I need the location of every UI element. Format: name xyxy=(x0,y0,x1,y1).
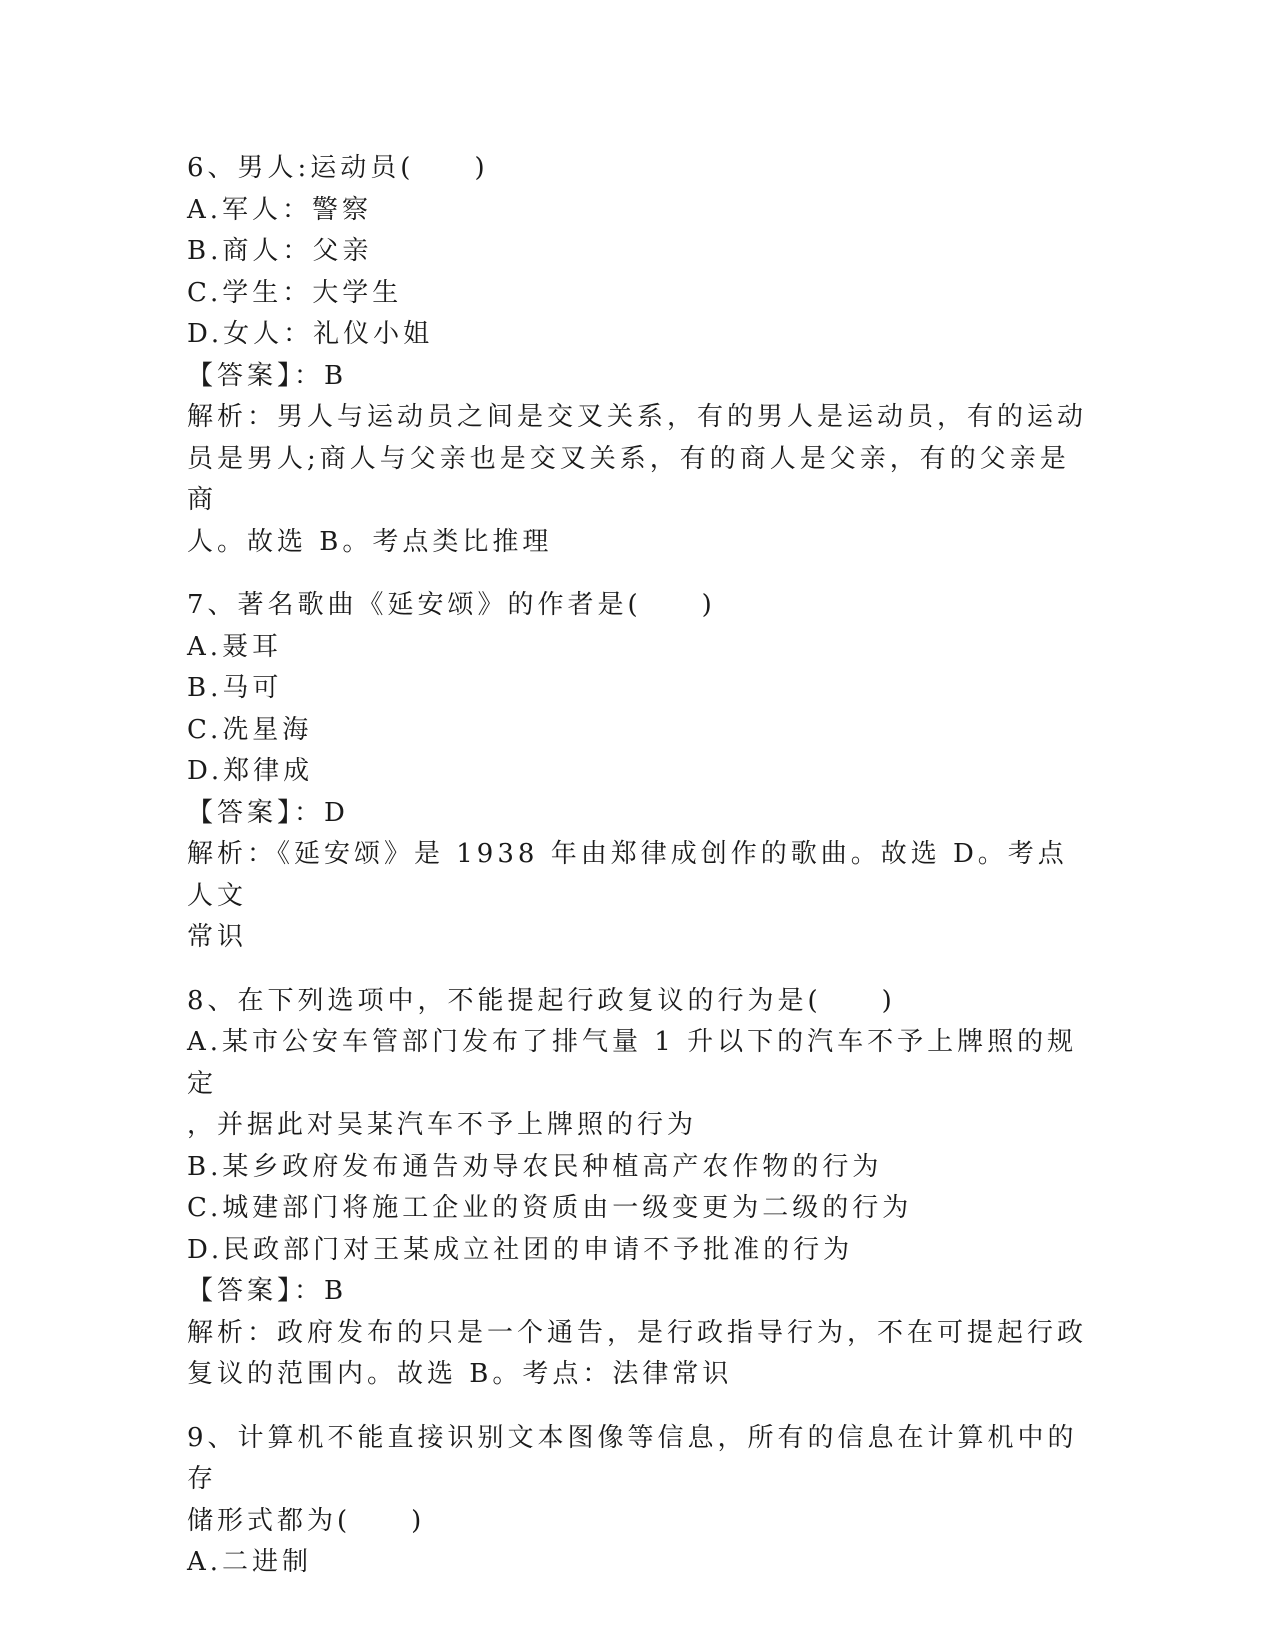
question-6 xyxy=(187,148,1087,563)
option-c: C.学生：大学生 xyxy=(187,277,403,308)
question-stem: 6、男人:运动员( ) xyxy=(187,153,489,183)
analysis-line: 解析：政府发布的只是一个通告，是行政指导行为，不在可提起行政 xyxy=(187,1317,1088,1348)
option-b: B.商人：父亲 xyxy=(187,236,373,266)
question-stem-continued: 储形式都为( ) xyxy=(187,1505,426,1536)
question-stem: 9、计算机不能直接识别文本图像等信息，所有的信息在计算机中的存 xyxy=(187,1422,1078,1494)
option-d: D.郑律成 xyxy=(187,756,314,786)
option-a: A.军人：警察 xyxy=(187,194,373,225)
option-d: D.女人：礼仪小姐 xyxy=(187,319,434,349)
analysis-line: 常识 xyxy=(187,922,248,952)
option-b: B.某乡政府发布通告劝导农民种植高产农作物的行为 xyxy=(187,1151,883,1182)
analysis-line: 员是男人;商人与父亲也是交叉关系，有的商人是父亲，有的父亲是商 xyxy=(187,443,1070,515)
answer-line: 【答案】：D xyxy=(187,797,349,828)
answer-line: 【答案】：B xyxy=(187,360,348,391)
analysis-line: 复议的范围内。故选 B。考点：法律常识 xyxy=(187,1359,733,1389)
option-a-continued: ，并据此对吴某汽车不予上牌照的行为 xyxy=(187,1110,698,1140)
question-9 xyxy=(187,1418,1087,1584)
option-c: C.城建部门将施工企业的资质由一级变更为二级的行为 xyxy=(187,1193,913,1223)
option-d: D.民政部门对王某成立社团的申请不予批准的行为 xyxy=(187,1234,854,1265)
analysis-line: 解析：《延安颂》是 1938 年由郑律成创作的歌曲。故选 D。考点人文 xyxy=(187,839,1068,911)
answer-line: 【答案】：B xyxy=(187,1276,348,1306)
document-content xyxy=(187,148,1087,1584)
analysis-line: 人。故选 B。考点类比推理 xyxy=(187,526,553,557)
question-8 xyxy=(187,981,1087,1396)
option-a: A.二进制 xyxy=(187,1547,313,1577)
option-a: A.聂耳 xyxy=(187,631,283,662)
option-c: C.冼星海 xyxy=(187,714,313,745)
option-b: B.马可 xyxy=(187,673,283,703)
question-stem: 7、著名歌曲《延安颂》的作者是( ) xyxy=(187,590,716,620)
question-stem: 8、在下列选项中，不能提起行政复议的行为是( ) xyxy=(187,985,896,1016)
question-7 xyxy=(187,585,1087,959)
analysis-line: 解析：男人与运动员之间是交叉关系，有的男人是运动员，有的运动 xyxy=(187,402,1088,432)
option-a: A.某市公安车管部门发布了排气量 1 升以下的汽车不予上牌照的规定 xyxy=(187,1027,1078,1099)
